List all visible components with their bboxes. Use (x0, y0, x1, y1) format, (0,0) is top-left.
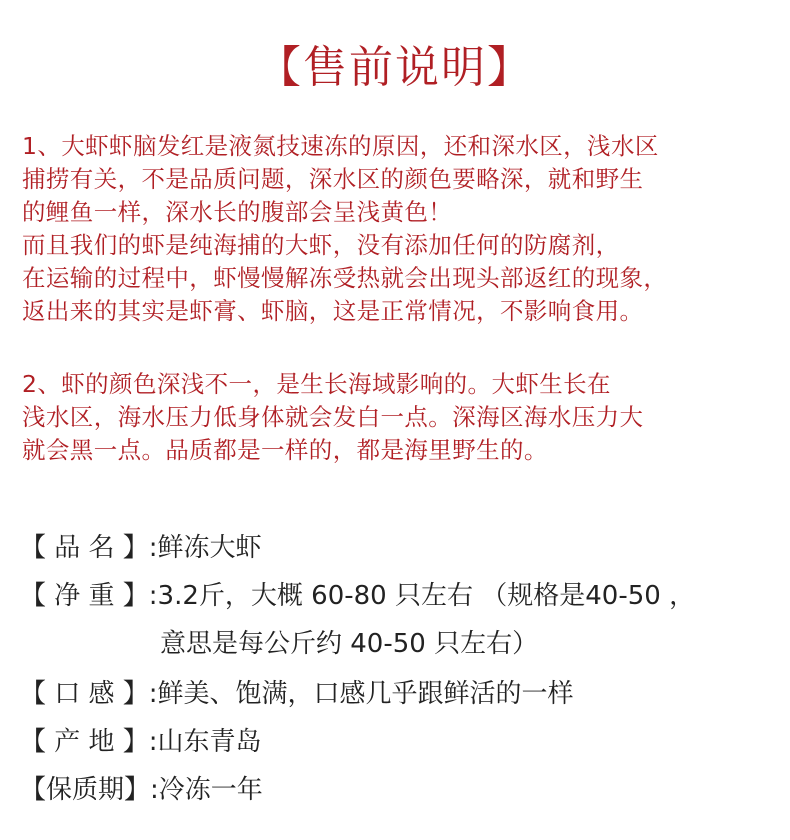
note-line: 2、虾的颜色深浅不一，是生长海域影响的。大虾生长在 (22, 370, 611, 398)
spec-row-shelf-life (20, 768, 780, 816)
spec-value: :冷冻一年 (150, 775, 263, 805)
spec-list (20, 526, 780, 816)
spec-value: :鲜冻大虾 (148, 533, 262, 563)
spec-label: 【 产 地 】 (20, 727, 149, 757)
note-line: 而且我们的虾是纯海捕的大虾，没有添加任何的防腐剂， (22, 231, 620, 259)
note-paragraph-2 (22, 368, 782, 467)
note-line: 1、大虾虾脑发红是液氮技速冻的原因，还和深水区，浅水区 (22, 132, 659, 160)
spec-value: :山东青岛 (148, 727, 262, 757)
spec-value: :3.2斤，大概 60-80 只左右 （规格是40-50 ， (148, 581, 696, 611)
note-line: 返出来的其实是虾膏、虾脑，这是正常情况，不影响食用。 (22, 297, 644, 325)
note-line: 捕捞有关，不是品质问题，深水区的颜色要略深，就和野生 (22, 165, 644, 193)
page-title: 【售前说明】 (257, 42, 533, 93)
spec-label: 【 口 感 】 (20, 679, 149, 709)
spec-row-taste (20, 672, 780, 720)
note-line: 浅水区，海水压力低身体就会发白一点。深海区海水压力大 (22, 403, 644, 431)
note-line: 的鲤鱼一样，深水长的腹部会呈浅黄色！ (22, 198, 453, 226)
spec-label: 【 品 名 】 (20, 533, 149, 563)
spec-value: :鲜美、饱满，口感几乎跟鲜活的一样 (148, 679, 574, 709)
spec-row-origin (20, 720, 780, 768)
spec-row-weight-continuation: 意思是每公斤约 40-50 只左右） (160, 629, 539, 659)
spec-row-name (20, 526, 780, 574)
spec-label: 【 净 重 】 (20, 581, 149, 611)
note-line: 在运输的过程中，虾慢慢解冻受热就会出现头部返红的现象， (22, 264, 668, 292)
spec-row-weight (20, 574, 780, 622)
note-line: 就会黑一点。品质都是一样的，都是海里野生的。 (22, 436, 548, 464)
spec-label: 【保质期】 (20, 775, 151, 805)
note-paragraph-1 (22, 130, 782, 328)
